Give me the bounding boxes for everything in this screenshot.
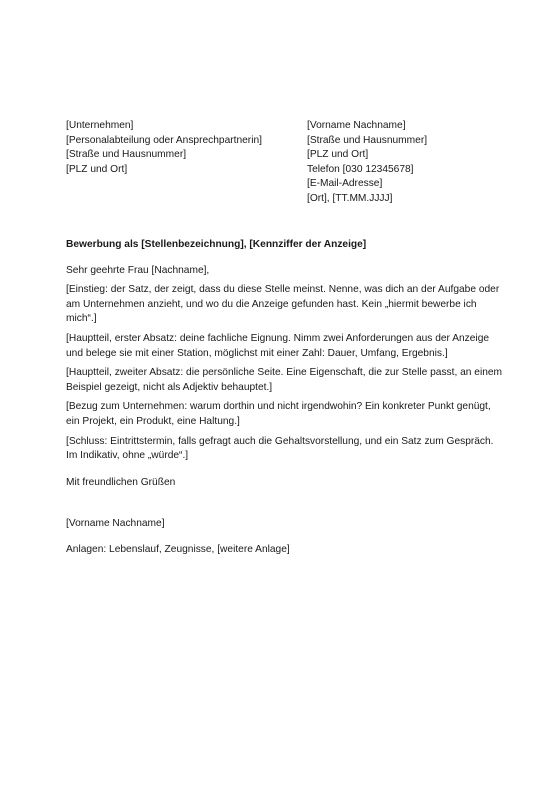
paragraph-company-reference: [Bezug zum Unternehmen: warum dorthin und nicht irgendwohin? Ein konkreter Punkt genügt, ein Projekt, ein Produkt, eine Haltung.] (66, 401, 491, 427)
subject-line: Bewerbung als [Stellenbezeichnung], [Kennziffer der Anzeige] (66, 239, 367, 250)
signature-name: [Vorname Nachname] (66, 518, 165, 530)
paragraph-introduction: [Einstieg: der Satz, der zeigt, dass du diese Stelle meinst. Nenne, was dich an der Aufgabe oder am Unternehmen anzieht, und wo du die Anzeige gefunden hast. Kein „hiermit bewerbe ich mich“.] (66, 284, 500, 325)
recipient-address-block (66, 119, 262, 177)
paragraph-personal: [Hauptteil, zweiter Absatz: die persönliche Seite. Eine Eigenschaft, die zur Stelle passt, an einem Beispiel gezeigt, nicht als Adjektiv behauptet.] (66, 367, 503, 393)
attachments-line: Anlagen: Lebenslauf, Zeugnisse, [weitere Anlage] (66, 543, 290, 555)
sender-email: [E-Mail-Adresse] (307, 178, 383, 190)
paragraph-qualification: [Hauptteil, erster Absatz: deine fachliche Eignung. Nimm zwei Anforderungen aus der Anzeige und belege sie mit einer Station, möglichst mit einer Zahl: Dauer, Umfang, Ergebnis.] (66, 332, 490, 359)
letter-body (66, 238, 503, 558)
sender-address-block (307, 119, 427, 207)
closing-formula: Mit freundlichen Grüßen (66, 476, 176, 488)
sender-street: [Straße und Hausnummer] (307, 134, 428, 146)
paragraph-conclusion: [Schluss: Eintrittstermin, falls gefragt auch die Gehaltsvorstellung, und ein Satz zum Gespräch. Im Indikativ, ohne „würde“.] (66, 435, 494, 462)
recipient-company: [Unternehmen] (66, 120, 134, 131)
recipient-contact: [Personalabteilung oder Ansprechpartnerin] (66, 134, 262, 146)
salutation: Sehr geehrte Frau [Nachname], (66, 264, 210, 276)
recipient-city: [PLZ und Ort] (66, 163, 128, 175)
sender-city: [PLZ und Ort] (307, 149, 369, 161)
sender-name: [Vorname Nachname] (307, 120, 406, 131)
sender-phone: Telefon [030 12345678] (307, 163, 414, 175)
recipient-street: [Straße und Hausnummer] (66, 149, 187, 161)
sender-place-date: [Ort], [TT.MM.JJJJ] (307, 192, 393, 204)
